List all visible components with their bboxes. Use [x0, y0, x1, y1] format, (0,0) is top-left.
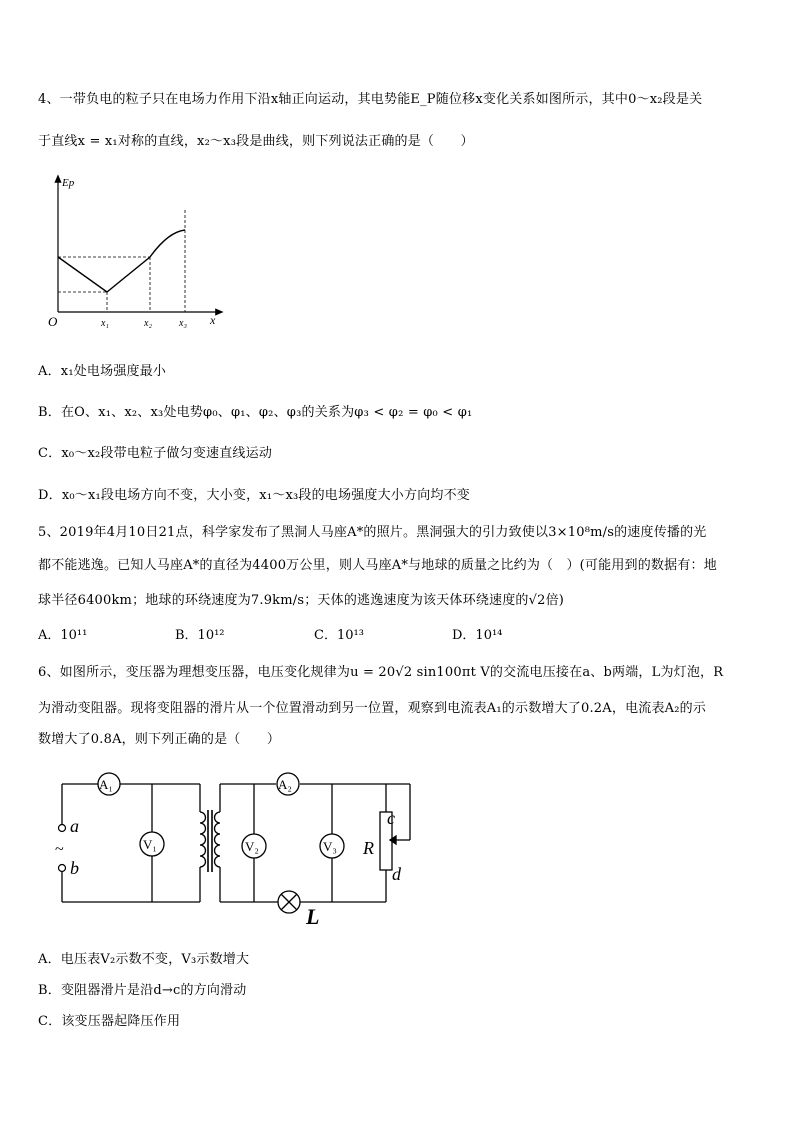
voltmeter-v2: V₂ — [245, 839, 259, 854]
ammeter-a2: A₂ — [278, 777, 292, 792]
q4-option-c: C．x₀～x₂段带电粒子做匀变速直线运动 — [38, 446, 273, 461]
q5-option-a: A．10¹¹ — [38, 628, 88, 643]
graph-xlabel: x — [210, 313, 216, 327]
ammeter-a1: A₁ — [99, 777, 113, 792]
label-b: b — [70, 858, 79, 878]
q6-circuit-diagram — [50, 762, 430, 932]
label-l: L — [306, 904, 320, 929]
q5-stem-line-1: 5、2019年4月10日21点，科学家发布了黑洞人马座A*的照片。黑洞强大的引力致使以3×10⁸m/s的速度传播的光 — [38, 525, 707, 540]
q5-stem-line-2: 都不能逃逸。已知人马座A*的直径为4400万公里，则人马座A*与地球的质量之比约为（ ）(可能用到的数据有：地 — [38, 558, 717, 573]
label-c: c — [387, 808, 395, 828]
graph-tick-x3: x₃ — [179, 318, 187, 329]
label-r: R — [363, 838, 374, 858]
graph-origin: O — [48, 314, 58, 329]
q5-stem-line-3: 球半径6400km；地球的环绕速度为7.9km/s；天体的逃逸速度为该天体环绕速度的√2倍) — [38, 593, 565, 608]
q4-stem-line-1: 4、一带负电的粒子只在电场力作用下沿x轴正向运动，其电势能E_P随位移x变化关系如图所示，其中0～x₂段是关 — [38, 92, 703, 107]
q4-ep-graph — [40, 172, 230, 332]
voltmeter-v1: V₁ — [143, 837, 157, 852]
q4-option-a: A．x₁处电场强度最小 — [38, 364, 167, 379]
q6-option-b: B．变阻器滑片是沿d→c的方向滑动 — [38, 983, 247, 998]
q4-option-b: B．在O、x₁、x₂、x₃处电势φ₀、φ₁、φ₂、φ₃的关系为φ₃ < φ₂ = φ₀ < φ₁ — [38, 405, 473, 420]
q5-option-d: D．10¹⁴ — [452, 628, 503, 643]
q6-option-c: C．该变压器起降压作用 — [38, 1014, 181, 1029]
label-a: a — [70, 816, 79, 836]
ep-curve — [58, 230, 185, 292]
q6-stem-line-2: 为滑动变阻器。现将变阻器的滑片从一个位置滑动到另一位置，观察到电流表A₁的示数增大了0.2A，电流表A₂的示 — [38, 701, 707, 716]
voltmeter-v3: V₃ — [323, 839, 337, 854]
q4-stem-line-2: 于直线x = x₁对称的直线，x₂～x₃段是曲线，则下列说法正确的是（ ） — [38, 134, 474, 149]
q4-option-d: D．x₀～x₁段电场方向不变，大小变，x₁～x₃段的电场强度大小方向均不变 — [38, 488, 470, 503]
graph-tick-x1: x₁ — [101, 318, 109, 329]
q6-option-a: A．电压表V₂示数不变，V₃示数增大 — [38, 952, 250, 967]
graph-ylabel: Ep — [62, 177, 75, 189]
label-tilde: ~ — [55, 841, 64, 858]
q5-option-c: C．10¹³ — [314, 628, 364, 643]
graph-tick-x2: x₂ — [144, 318, 152, 329]
label-d: d — [392, 864, 401, 884]
q6-stem-line-3: 数增大了0.8A，则下列正确的是（ ） — [38, 732, 281, 747]
q6-stem-line-1: 6、如图所示，变压器为理想变压器，电压变化规律为u = 20√2 sin100πt V的交流电压接在a、b两端，L为灯泡，R — [38, 665, 724, 680]
q5-option-b: B．10¹² — [175, 628, 225, 643]
